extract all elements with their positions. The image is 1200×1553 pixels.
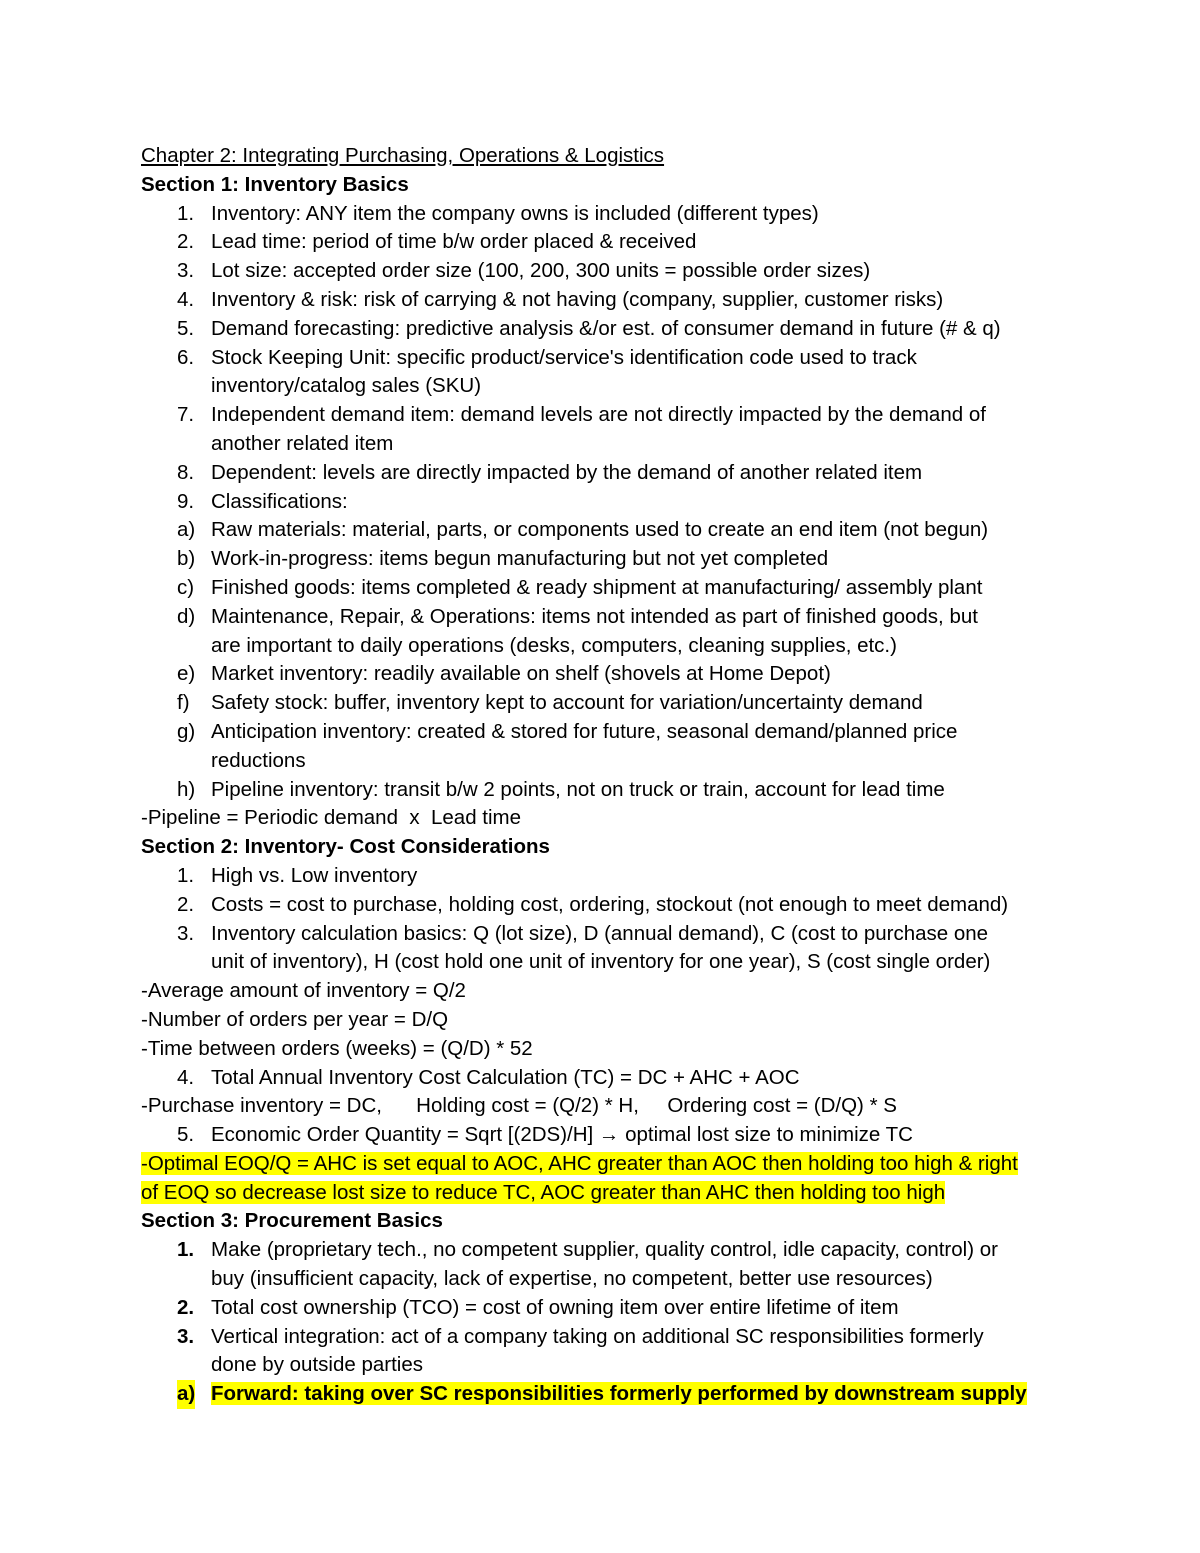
list-number: 1. (177, 1238, 195, 1262)
classification-item (141, 574, 1061, 603)
pipeline-formula: -Pipeline = Periodic demand x Lead time (141, 806, 522, 830)
list-item (141, 200, 1061, 229)
chapter-title: Chapter 2: Integrating Purchasing, Operations & Logistics (141, 144, 665, 167)
document-body (141, 142, 1061, 1409)
list-text: optimal lost size to minimize TC (619, 1123, 913, 1147)
list-text: Total Annual Inventory Cost Calculation (TC) = DC + AHC + AOC (211, 1065, 800, 1089)
list-item-continuation: done by outside parties (211, 1353, 423, 1377)
section-2-heading: Section 2: Inventory- Cost Considerations (141, 835, 550, 859)
classification-item (141, 516, 1061, 545)
list-number: 9. (177, 489, 195, 513)
list-item-continuation: buy (insufficient capacity, lack of expertise, no competent, better use resources) (211, 1267, 933, 1291)
list-item (141, 488, 1061, 517)
list-number: 2. (177, 230, 195, 254)
list-text: Pipeline inventory: transit b/w 2 points, not on truck or train, account for lead time (211, 777, 945, 801)
list-item (141, 862, 1061, 891)
list-text: Anticipation inventory: created & stored for future, seasonal demand/planned price (211, 719, 958, 743)
list-letter: a) (177, 1380, 195, 1409)
list-item (141, 228, 1061, 257)
formula-orders-per-year: -Number of orders per year = D/Q (141, 1007, 449, 1031)
list-letter: e) (177, 662, 196, 686)
list-item (141, 1323, 1061, 1352)
list-text: Market inventory: readily available on shelf (shovels at Home Depot) (211, 662, 831, 686)
list-text: Classifications: (211, 489, 348, 513)
list-text: Stock Keeping Unit: specific product/service's identification code used to track (211, 345, 917, 369)
list-number: 8. (177, 460, 195, 484)
list-item (141, 1294, 1061, 1323)
list-number: 4. (177, 287, 195, 311)
list-number: 3. (177, 921, 195, 945)
list-item (141, 1236, 1061, 1265)
list-letter: b) (177, 547, 196, 571)
list-text: Inventory & risk: risk of carrying & not having (company, supplier, customer risks) (211, 287, 944, 311)
list-number: 3. (177, 259, 195, 283)
list-text: Inventory calculation basics: Q (lot size), D (annual demand), C (cost to purchase one (211, 921, 989, 945)
list-text: Safety stock: buffer, inventory kept to account for variation/uncertainty demand (211, 691, 923, 715)
highlighted-text: -Optimal EOQ/Q = AHC is set equal to AOC, AHC greater than AOC then holding too high & right (141, 1151, 1018, 1175)
formula-cost-components: -Purchase inventory = DC, Holding cost = (Q/2) * H, Ordering cost = (D/Q) * S (141, 1094, 897, 1118)
section-1-heading: Section 1: Inventory Basics (141, 172, 409, 196)
list-letter: c) (177, 575, 195, 599)
list-text: Inventory: ANY item the company owns is included (different types) (211, 201, 819, 225)
list-number: 1. (177, 201, 195, 225)
list-letter: h) (177, 777, 196, 801)
classification-item (141, 689, 1061, 718)
right-arrow-icon: → (598, 1123, 620, 1147)
list-item (141, 891, 1061, 920)
list-letter: g) (177, 719, 196, 743)
list-item (141, 315, 1061, 344)
list-text: Total cost ownership (TCO) = cost of owning item over entire lifetime of item (211, 1295, 899, 1319)
list-item (141, 286, 1061, 315)
list-text: Economic Order Quantity = Sqrt [(2DS)/H] (211, 1123, 599, 1147)
list-item (141, 401, 1061, 430)
list-number: 1. (177, 863, 195, 887)
section-3-heading: Section 3: Procurement Basics (141, 1209, 443, 1233)
list-text: Lead time: period of time b/w order placed & received (211, 230, 697, 254)
formula-average-inventory: -Average amount of inventory = Q/2 (141, 979, 466, 1003)
list-text: Finished goods: items completed & ready shipment at manufacturing/ assembly plant (211, 575, 983, 599)
list-number: 5. (177, 316, 195, 340)
highlighted-note (141, 1150, 1061, 1179)
highlighted-text: Forward: taking over SC responsibilities formerly performed by downstream supply (211, 1382, 1027, 1406)
list-item (141, 920, 1061, 949)
list-text: Vertical integration: act of a company taking on additional SC responsibilities formerly (211, 1324, 984, 1348)
list-text: Lot size: accepted order size (100, 200, 300 units = possible order sizes) (211, 259, 871, 283)
list-letter: d) (177, 604, 196, 628)
list-number: 3. (177, 1324, 195, 1348)
list-number: 7. (177, 403, 195, 427)
list-text: High vs. Low inventory (211, 863, 418, 887)
list-letter: a) (177, 518, 196, 542)
list-text: Work-in-progress: items begun manufacturing but not yet completed (211, 547, 829, 571)
list-text: Dependent: levels are directly impacted by the demand of another related item (211, 460, 923, 484)
list-item (141, 344, 1061, 373)
list-item (141, 459, 1061, 488)
list-number: 6. (177, 345, 195, 369)
highlighted-note (141, 1179, 1061, 1208)
list-letter: f) (177, 691, 190, 715)
list-item-highlighted (141, 1380, 1061, 1409)
list-number: 5. (177, 1123, 195, 1147)
list-item (141, 1121, 1061, 1150)
list-text: Make (proprietary tech., no competent supplier, quality control, idle capacity, control) or (211, 1238, 998, 1262)
list-item-continuation: another related item (211, 431, 394, 455)
classification-item (141, 660, 1061, 689)
classification-item (141, 603, 1061, 632)
list-text: Demand forecasting: predictive analysis &/or est. of consumer demand in future (# & q) (211, 316, 1001, 340)
classification-item (141, 545, 1061, 574)
list-number: 2. (177, 1295, 195, 1319)
classification-item (141, 718, 1061, 747)
list-number: 2. (177, 892, 195, 916)
list-number: 4. (177, 1065, 195, 1089)
list-text: Maintenance, Repair, & Operations: items not intended as part of finished goods, but (211, 604, 978, 628)
list-item-continuation: are important to daily operations (desks, computers, cleaning supplies, etc.) (211, 633, 897, 657)
list-item-continuation: reductions (211, 748, 306, 772)
classification-item (141, 776, 1061, 805)
formula-time-between-orders: -Time between orders (weeks) = (Q/D) * 52 (141, 1036, 533, 1060)
list-item-continuation: inventory/catalog sales (SKU) (211, 374, 482, 398)
list-item (141, 1064, 1061, 1093)
list-item-continuation: unit of inventory), H (cost hold one unit of inventory for one year), S (cost single order) (211, 950, 991, 974)
list-text: Raw materials: material, parts, or components used to create an end item (not begun) (211, 518, 989, 542)
highlighted-text: of EOQ so decrease lost size to reduce TC, AOC greater than AHC then holding too high (141, 1180, 946, 1204)
list-text: Independent demand item: demand levels are not directly impacted by the demand of (211, 403, 986, 427)
list-text: Costs = cost to purchase, holding cost, ordering, stockout (not enough to meet demand) (211, 892, 1009, 916)
list-item (141, 257, 1061, 286)
